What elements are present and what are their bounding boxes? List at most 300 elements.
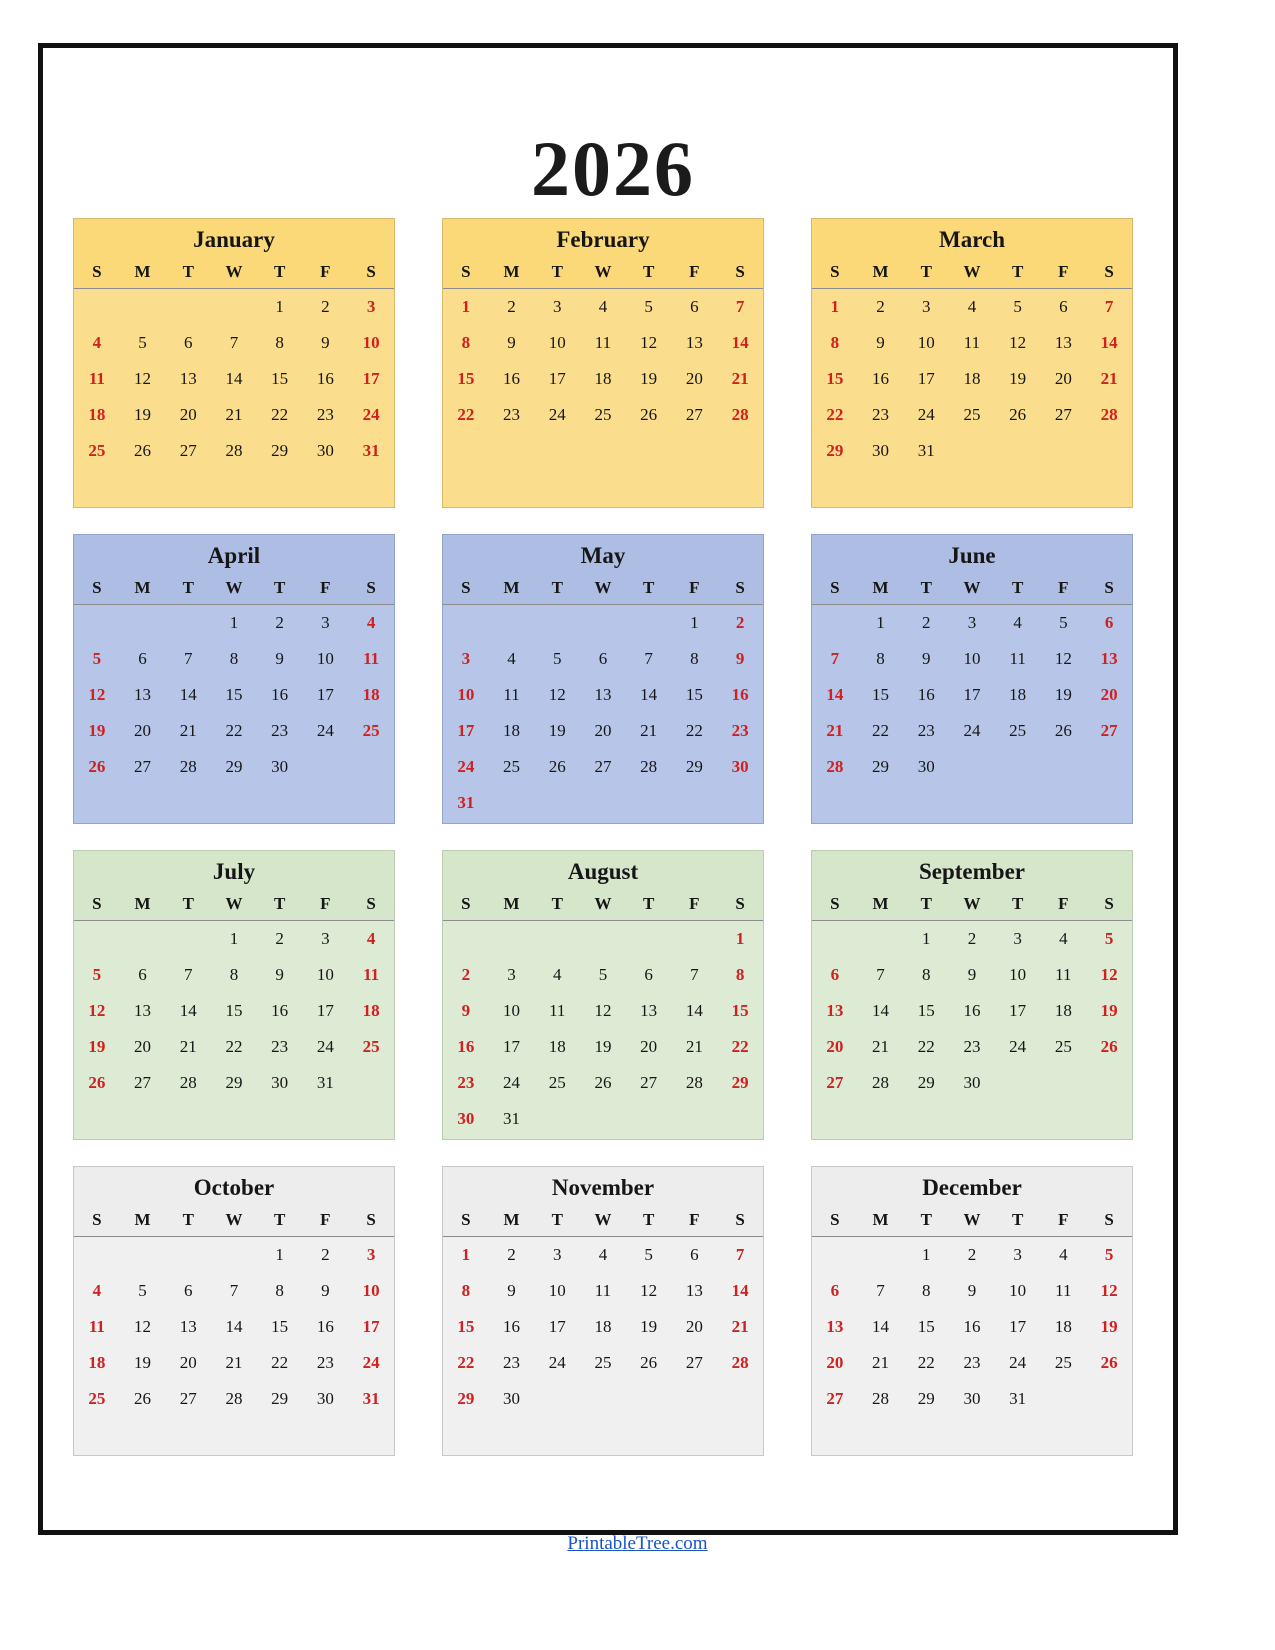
day-cell[interactable]: 12 [640, 1281, 658, 1300]
day-cell[interactable]: 15 [271, 369, 289, 388]
day-cell[interactable]: 6 [1104, 613, 1114, 632]
day-cell[interactable]: 28 [826, 757, 844, 776]
day-cell[interactable]: 22 [872, 721, 890, 740]
day-cell[interactable]: 4 [92, 333, 102, 352]
day-cell[interactable]: 22 [225, 721, 243, 740]
day-cell[interactable]: 16 [503, 369, 521, 388]
day-cell[interactable]: 22 [457, 405, 475, 424]
day-cell[interactable]: 23 [963, 1037, 981, 1056]
day-cell[interactable]: 18 [88, 1353, 106, 1372]
day-cell[interactable]: 31 [503, 1109, 521, 1128]
day-cell[interactable]: 9 [275, 965, 284, 984]
day-cell[interactable]: 26 [134, 441, 152, 460]
day-cell[interactable]: 3 [1013, 929, 1022, 948]
day-cell[interactable]: 4 [598, 297, 608, 316]
day-cell[interactable]: 18 [362, 685, 380, 704]
day-cell[interactable]: 25 [1054, 1037, 1072, 1056]
day-cell[interactable]: 29 [872, 757, 890, 776]
day-cell[interactable]: 8 [690, 649, 699, 668]
day-cell[interactable]: 31 [362, 441, 380, 460]
day-cell[interactable]: 25 [503, 757, 521, 776]
day-cell[interactable]: 9 [967, 1281, 977, 1300]
day-cell[interactable]: 25 [362, 1037, 380, 1056]
day-cell[interactable]: 26 [1009, 405, 1027, 424]
day-cell[interactable]: 23 [963, 1353, 981, 1372]
day-cell[interactable]: 16 [963, 1317, 981, 1336]
day-cell[interactable]: 2 [922, 613, 931, 632]
day-cell[interactable]: 14 [225, 369, 243, 388]
day-cell[interactable]: 1 [876, 613, 885, 632]
day-cell[interactable]: 14 [179, 1001, 197, 1020]
day-cell[interactable]: 19 [1054, 685, 1072, 704]
day-cell[interactable]: 27 [826, 1073, 844, 1092]
day-cell[interactable]: 17 [316, 1001, 334, 1020]
day-cell[interactable]: 14 [640, 685, 658, 704]
day-cell[interactable]: 4 [507, 649, 516, 668]
day-cell[interactable]: 28 [731, 1353, 749, 1372]
day-cell[interactable]: 8 [735, 965, 745, 984]
day-cell[interactable]: 23 [503, 1353, 521, 1372]
day-cell[interactable]: 22 [271, 1353, 289, 1372]
day-cell[interactable]: 18 [1054, 1001, 1072, 1020]
day-cell[interactable]: 11 [594, 333, 612, 352]
day-cell[interactable]: 30 [316, 1389, 334, 1408]
day-cell[interactable]: 18 [594, 369, 612, 388]
day-cell[interactable]: 7 [644, 649, 653, 668]
day-cell[interactable]: 12 [548, 685, 566, 704]
day-cell[interactable]: 22 [917, 1353, 935, 1372]
day-cell[interactable]: 29 [731, 1073, 749, 1092]
day-cell[interactable]: 17 [503, 1037, 521, 1056]
day-cell[interactable]: 1 [461, 297, 471, 316]
day-cell[interactable]: 25 [548, 1073, 566, 1092]
day-cell[interactable]: 30 [271, 1073, 289, 1092]
day-cell[interactable]: 8 [275, 1281, 284, 1300]
day-cell[interactable]: 5 [92, 649, 102, 668]
day-cell[interactable]: 30 [503, 1389, 521, 1408]
day-cell[interactable]: 1 [461, 1245, 471, 1264]
day-cell[interactable]: 1 [735, 929, 745, 948]
day-cell[interactable]: 1 [229, 613, 239, 632]
day-cell[interactable]: 15 [457, 1317, 475, 1336]
day-cell[interactable]: 22 [685, 721, 703, 740]
day-cell[interactable]: 24 [548, 1353, 566, 1372]
day-cell[interactable]: 25 [963, 405, 981, 424]
day-cell[interactable]: 8 [229, 649, 239, 668]
day-cell[interactable]: 24 [1009, 1353, 1027, 1372]
day-cell[interactable]: 15 [225, 1001, 243, 1020]
day-cell[interactable]: 17 [457, 721, 475, 740]
day-cell[interactable]: 13 [826, 1317, 844, 1336]
day-cell[interactable]: 16 [917, 685, 935, 704]
day-cell[interactable]: 1 [229, 929, 239, 948]
day-cell[interactable]: 11 [549, 1001, 566, 1020]
day-cell[interactable]: 29 [457, 1389, 475, 1408]
day-cell[interactable]: 15 [826, 369, 844, 388]
day-cell[interactable]: 9 [461, 1001, 471, 1020]
day-cell[interactable]: 27 [134, 1073, 152, 1092]
day-cell[interactable]: 3 [366, 297, 376, 316]
day-cell[interactable]: 27 [1054, 405, 1072, 424]
day-cell[interactable]: 11 [1009, 649, 1026, 668]
day-cell[interactable]: 18 [594, 1317, 612, 1336]
day-cell[interactable]: 19 [594, 1037, 612, 1056]
day-cell[interactable]: 25 [594, 405, 612, 424]
day-cell[interactable]: 18 [1054, 1317, 1072, 1336]
day-cell[interactable]: 6 [138, 965, 147, 984]
day-cell[interactable]: 12 [134, 1317, 152, 1336]
day-cell[interactable]: 5 [644, 297, 653, 316]
day-cell[interactable]: 11 [1055, 1281, 1072, 1300]
day-cell[interactable]: 10 [548, 333, 566, 352]
day-cell[interactable]: 10 [503, 1001, 521, 1020]
day-cell[interactable]: 27 [594, 757, 612, 776]
day-cell[interactable]: 23 [316, 405, 334, 424]
day-cell[interactable]: 27 [134, 757, 152, 776]
day-cell[interactable]: 11 [503, 685, 520, 704]
day-cell[interactable]: 27 [179, 441, 197, 460]
day-cell[interactable]: 28 [872, 1389, 890, 1408]
day-cell[interactable]: 11 [88, 369, 105, 388]
day-cell[interactable]: 11 [963, 333, 981, 352]
day-cell[interactable]: 17 [316, 685, 334, 704]
day-cell[interactable]: 26 [594, 1073, 612, 1092]
day-cell[interactable]: 16 [503, 1317, 521, 1336]
day-cell[interactable]: 14 [1100, 333, 1118, 352]
day-cell[interactable]: 3 [967, 613, 977, 632]
day-cell[interactable]: 30 [316, 441, 334, 460]
day-cell[interactable]: 2 [735, 613, 745, 632]
day-cell[interactable]: 24 [316, 721, 334, 740]
day-cell[interactable]: 11 [88, 1317, 105, 1336]
day-cell[interactable]: 3 [507, 965, 516, 984]
day-cell[interactable]: 23 [457, 1073, 475, 1092]
day-cell[interactable]: 14 [225, 1317, 243, 1336]
day-cell[interactable]: 27 [1100, 721, 1118, 740]
day-cell[interactable]: 7 [1104, 297, 1114, 316]
day-cell[interactable]: 14 [731, 333, 749, 352]
day-cell[interactable]: 3 [553, 1245, 562, 1264]
day-cell[interactable]: 6 [690, 297, 699, 316]
day-cell[interactable]: 18 [88, 405, 106, 424]
day-cell[interactable]: 9 [876, 333, 885, 352]
day-cell[interactable]: 12 [134, 369, 152, 388]
day-cell[interactable]: 8 [830, 333, 840, 352]
day-cell[interactable]: 4 [92, 1281, 102, 1300]
day-cell[interactable]: 27 [179, 1389, 197, 1408]
day-cell[interactable]: 10 [1009, 1281, 1027, 1300]
day-cell[interactable]: 19 [134, 405, 152, 424]
day-cell[interactable]: 20 [179, 405, 197, 424]
day-cell[interactable]: 20 [826, 1037, 844, 1056]
day-cell[interactable]: 13 [134, 685, 152, 704]
day-cell[interactable]: 21 [872, 1353, 890, 1372]
day-cell[interactable]: 29 [826, 441, 844, 460]
day-cell[interactable]: 28 [225, 1389, 243, 1408]
day-cell[interactable]: 17 [362, 369, 380, 388]
day-cell[interactable]: 24 [316, 1037, 334, 1056]
day-cell[interactable]: 17 [1009, 1317, 1027, 1336]
day-cell[interactable]: 31 [457, 793, 475, 812]
day-cell[interactable]: 2 [321, 1245, 330, 1264]
day-cell[interactable]: 11 [1055, 965, 1072, 984]
day-cell[interactable]: 15 [731, 1001, 749, 1020]
day-cell[interactable]: 31 [316, 1073, 334, 1092]
day-cell[interactable]: 8 [876, 649, 885, 668]
day-cell[interactable]: 27 [640, 1073, 658, 1092]
day-cell[interactable]: 26 [640, 1353, 658, 1372]
day-cell[interactable]: 21 [1100, 369, 1118, 388]
day-cell[interactable]: 9 [922, 649, 931, 668]
day-cell[interactable]: 17 [963, 685, 981, 704]
day-cell[interactable]: 9 [321, 1281, 330, 1300]
day-cell[interactable]: 14 [826, 685, 844, 704]
day-cell[interactable]: 13 [179, 369, 197, 388]
day-cell[interactable]: 6 [598, 649, 608, 668]
day-cell[interactable]: 29 [685, 757, 703, 776]
day-cell[interactable]: 20 [179, 1353, 197, 1372]
day-cell[interactable]: 19 [1009, 369, 1027, 388]
day-cell[interactable]: 10 [917, 333, 935, 352]
day-cell[interactable]: 23 [271, 1037, 289, 1056]
day-cell[interactable]: 30 [963, 1389, 981, 1408]
day-cell[interactable]: 10 [1009, 965, 1027, 984]
day-cell[interactable]: 20 [640, 1037, 658, 1056]
day-cell[interactable]: 29 [225, 1073, 243, 1092]
day-cell[interactable]: 9 [507, 1281, 516, 1300]
day-cell[interactable]: 8 [922, 1281, 931, 1300]
day-cell[interactable]: 28 [225, 441, 243, 460]
day-cell[interactable]: 2 [275, 929, 284, 948]
day-cell[interactable]: 20 [685, 1317, 703, 1336]
day-cell[interactable]: 5 [598, 965, 608, 984]
day-cell[interactable]: 17 [548, 1317, 566, 1336]
day-cell[interactable]: 23 [316, 1353, 334, 1372]
day-cell[interactable]: 10 [316, 965, 334, 984]
day-cell[interactable]: 7 [876, 1281, 885, 1300]
day-cell[interactable]: 6 [830, 1281, 840, 1300]
day-cell[interactable]: 3 [553, 297, 562, 316]
day-cell[interactable]: 21 [731, 369, 749, 388]
day-cell[interactable]: 12 [1054, 649, 1072, 668]
day-cell[interactable]: 11 [363, 649, 380, 668]
day-cell[interactable]: 24 [963, 721, 981, 740]
day-cell[interactable]: 5 [1104, 1245, 1114, 1264]
day-cell[interactable]: 26 [1054, 721, 1072, 740]
day-cell[interactable]: 9 [275, 649, 284, 668]
day-cell[interactable]: 3 [366, 1245, 376, 1264]
day-cell[interactable]: 11 [363, 965, 380, 984]
day-cell[interactable]: 13 [1054, 333, 1072, 352]
day-cell[interactable]: 24 [1009, 1037, 1027, 1056]
day-cell[interactable]: 7 [184, 965, 193, 984]
day-cell[interactable]: 28 [1100, 405, 1118, 424]
day-cell[interactable]: 20 [594, 721, 612, 740]
day-cell[interactable]: 13 [134, 1001, 152, 1020]
day-cell[interactable]: 30 [963, 1073, 981, 1092]
day-cell[interactable]: 26 [134, 1389, 152, 1408]
day-cell[interactable]: 29 [271, 1389, 289, 1408]
day-cell[interactable]: 7 [229, 1281, 239, 1300]
day-cell[interactable]: 2 [321, 297, 330, 316]
day-cell[interactable]: 25 [362, 721, 380, 740]
day-cell[interactable]: 9 [967, 965, 977, 984]
day-cell[interactable]: 9 [507, 333, 516, 352]
day-cell[interactable]: 3 [922, 297, 931, 316]
day-cell[interactable]: 31 [917, 441, 935, 460]
day-cell[interactable]: 13 [594, 685, 612, 704]
day-cell[interactable]: 5 [138, 333, 147, 352]
day-cell[interactable]: 1 [922, 929, 931, 948]
day-cell[interactable]: 19 [1100, 1001, 1118, 1020]
day-cell[interactable]: 20 [134, 721, 152, 740]
day-cell[interactable]: 10 [362, 333, 380, 352]
day-cell[interactable]: 29 [271, 441, 289, 460]
day-cell[interactable]: 23 [731, 721, 749, 740]
day-cell[interactable]: 2 [507, 1245, 516, 1264]
day-cell[interactable]: 3 [461, 649, 471, 668]
day-cell[interactable]: 28 [179, 757, 197, 776]
day-cell[interactable]: 2 [461, 965, 471, 984]
day-cell[interactable]: 8 [229, 965, 239, 984]
day-cell[interactable]: 26 [548, 757, 566, 776]
day-cell[interactable]: 4 [967, 297, 977, 316]
day-cell[interactable]: 31 [362, 1389, 380, 1408]
day-cell[interactable]: 1 [830, 297, 840, 316]
day-cell[interactable]: 15 [917, 1001, 935, 1020]
day-cell[interactable]: 27 [826, 1389, 844, 1408]
day-cell[interactable]: 19 [640, 369, 658, 388]
day-cell[interactable]: 30 [457, 1109, 475, 1128]
day-cell[interactable]: 20 [685, 369, 703, 388]
day-cell[interactable]: 29 [917, 1389, 935, 1408]
day-cell[interactable]: 21 [731, 1317, 749, 1336]
day-cell[interactable]: 20 [134, 1037, 152, 1056]
day-cell[interactable]: 5 [644, 1245, 653, 1264]
day-cell[interactable]: 7 [735, 1245, 745, 1264]
day-cell[interactable]: 7 [735, 297, 745, 316]
day-cell[interactable]: 22 [731, 1037, 749, 1056]
day-cell[interactable]: 29 [917, 1073, 935, 1092]
day-cell[interactable]: 3 [1013, 1245, 1022, 1264]
day-cell[interactable]: 22 [271, 405, 289, 424]
day-cell[interactable]: 6 [644, 965, 653, 984]
day-cell[interactable]: 12 [88, 685, 106, 704]
day-cell[interactable]: 23 [917, 721, 935, 740]
day-cell[interactable]: 12 [1009, 333, 1027, 352]
day-cell[interactable]: 15 [457, 369, 475, 388]
day-cell[interactable]: 8 [461, 1281, 471, 1300]
day-cell[interactable]: 2 [275, 613, 284, 632]
day-cell[interactable]: 28 [872, 1073, 890, 1092]
day-cell[interactable]: 28 [731, 405, 749, 424]
day-cell[interactable]: 24 [457, 757, 475, 776]
day-cell[interactable]: 28 [685, 1073, 703, 1092]
day-cell[interactable]: 16 [316, 369, 334, 388]
day-cell[interactable]: 6 [1059, 297, 1068, 316]
day-cell[interactable]: 10 [362, 1281, 380, 1300]
day-cell[interactable]: 12 [1100, 1281, 1118, 1300]
day-cell[interactable]: 10 [548, 1281, 566, 1300]
day-cell[interactable]: 18 [362, 1001, 380, 1020]
day-cell[interactable]: 28 [179, 1073, 197, 1092]
day-cell[interactable]: 16 [872, 369, 890, 388]
day-cell[interactable]: 21 [179, 1037, 197, 1056]
day-cell[interactable]: 27 [685, 1353, 703, 1372]
day-cell[interactable]: 7 [690, 965, 699, 984]
day-cell[interactable]: 24 [362, 405, 380, 424]
day-cell[interactable]: 13 [685, 1281, 703, 1300]
day-cell[interactable]: 25 [88, 1389, 106, 1408]
day-cell[interactable]: 4 [598, 1245, 608, 1264]
day-cell[interactable]: 1 [922, 1245, 931, 1264]
day-cell[interactable]: 7 [830, 649, 840, 668]
day-cell[interactable]: 21 [225, 1353, 243, 1372]
day-cell[interactable]: 10 [457, 685, 475, 704]
day-cell[interactable]: 6 [138, 649, 147, 668]
day-cell[interactable]: 13 [685, 333, 703, 352]
day-cell[interactable]: 22 [225, 1037, 243, 1056]
day-cell[interactable]: 19 [88, 721, 106, 740]
day-cell[interactable]: 4 [1059, 1245, 1068, 1264]
day-cell[interactable]: 7 [184, 649, 193, 668]
day-cell[interactable]: 16 [271, 1001, 289, 1020]
day-cell[interactable]: 20 [826, 1353, 844, 1372]
day-cell[interactable]: 21 [872, 1037, 890, 1056]
day-cell[interactable]: 1 [690, 613, 699, 632]
day-cell[interactable]: 5 [138, 1281, 147, 1300]
day-cell[interactable]: 24 [917, 405, 935, 424]
day-cell[interactable]: 29 [225, 757, 243, 776]
day-cell[interactable]: 17 [1009, 1001, 1027, 1020]
day-cell[interactable]: 5 [92, 965, 102, 984]
day-cell[interactable]: 6 [830, 965, 840, 984]
day-cell[interactable]: 18 [503, 721, 521, 740]
day-cell[interactable]: 3 [321, 929, 330, 948]
day-cell[interactable]: 9 [321, 333, 330, 352]
day-cell[interactable]: 4 [553, 965, 562, 984]
day-cell[interactable]: 4 [366, 613, 376, 632]
day-cell[interactable]: 13 [1100, 649, 1118, 668]
day-cell[interactable]: 16 [271, 685, 289, 704]
day-cell[interactable]: 14 [685, 1001, 703, 1020]
day-cell[interactable]: 8 [922, 965, 931, 984]
day-cell[interactable]: 30 [872, 441, 890, 460]
day-cell[interactable]: 21 [225, 405, 243, 424]
day-cell[interactable]: 19 [88, 1037, 106, 1056]
day-cell[interactable]: 16 [457, 1037, 475, 1056]
day-cell[interactable]: 20 [1054, 369, 1072, 388]
day-cell[interactable]: 30 [271, 757, 289, 776]
day-cell[interactable]: 16 [731, 685, 749, 704]
day-cell[interactable]: 24 [362, 1353, 380, 1372]
day-cell[interactable]: 2 [967, 1245, 977, 1264]
day-cell[interactable]: 5 [1013, 297, 1022, 316]
day-cell[interactable]: 2 [876, 297, 885, 316]
day-cell[interactable]: 4 [1059, 929, 1068, 948]
day-cell[interactable]: 26 [640, 405, 658, 424]
day-cell[interactable]: 25 [1009, 721, 1027, 740]
day-cell[interactable]: 14 [872, 1317, 890, 1336]
day-cell[interactable]: 28 [640, 757, 658, 776]
day-cell[interactable]: 23 [872, 405, 890, 424]
day-cell[interactable]: 22 [826, 405, 844, 424]
day-cell[interactable]: 23 [503, 405, 521, 424]
day-cell[interactable]: 17 [917, 369, 935, 388]
day-cell[interactable]: 10 [963, 649, 981, 668]
day-cell[interactable]: 15 [271, 1317, 289, 1336]
day-cell[interactable]: 15 [225, 685, 243, 704]
